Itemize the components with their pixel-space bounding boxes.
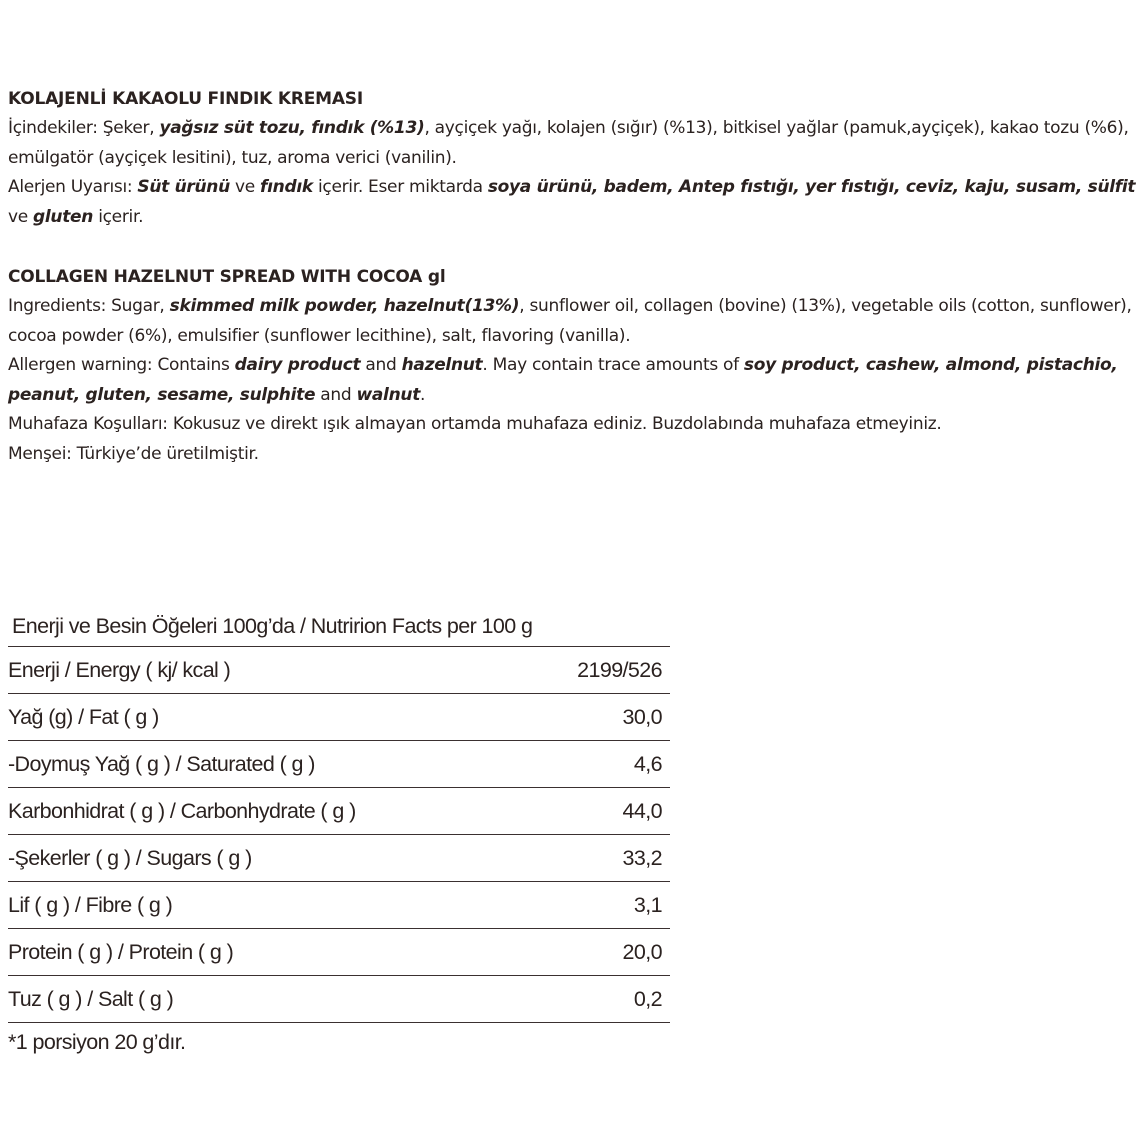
nutrient-label: Lif ( g ) / Fibre ( g ) bbox=[8, 892, 173, 917]
ingredients-text: , sunflower oil, collagen (bovine) (13%), vegetable oils (cotton, sunflower), cocoa powder (6%), emulsifier (sunflower lecithine), salt, flavoring (vanilla). bbox=[8, 296, 1132, 346]
allergen-text: . bbox=[420, 384, 426, 405]
storage-conditions: Muhafaza Koşulları: Kokusuz ve direkt ışık almayan ortamda muhafaza ediniz. Buzdolabında muhafaza etmeyiniz. bbox=[8, 414, 942, 434]
nutrition-row-fat bbox=[8, 694, 670, 741]
allergen-text: . May contain trace amounts of bbox=[482, 355, 744, 375]
ingredients-text: Şeker, bbox=[102, 118, 160, 138]
nutrition-row-salt bbox=[8, 976, 670, 1023]
product-title-en: COLLAGEN HAZELNUT SPREAD WITH COCOA gl bbox=[8, 267, 446, 287]
allergen-emphasis: walnut bbox=[356, 384, 421, 405]
nutrition-row-carbohydrate bbox=[8, 788, 670, 835]
nutrient-value: 2199/526 bbox=[577, 657, 662, 682]
allergen-warning-tr bbox=[8, 173, 1136, 232]
allergen-emphasis: soya ürünü, badem, Antep fıstığı, yer fıstığı, ceviz, kaju, susam, sülfit bbox=[487, 177, 1136, 197]
ingredients-label-tr: İçindekiler: bbox=[8, 118, 103, 138]
allergen-emphasis: gluten bbox=[33, 206, 94, 227]
ingredients-en bbox=[8, 292, 1136, 351]
nutrient-label: -Şekerler ( g ) / Sugars ( g ) bbox=[8, 845, 252, 870]
allergen-text: Contains bbox=[157, 355, 235, 375]
ingredients-emphasis: skimmed milk powder, hazelnut(13%) bbox=[169, 296, 520, 316]
nutrient-value: 20,0 bbox=[622, 939, 662, 964]
nutrient-value: 4,6 bbox=[633, 751, 662, 776]
allergen-text: ve bbox=[8, 206, 34, 227]
allergen-emphasis: dairy product bbox=[234, 355, 361, 375]
ingredients-text: Sugar, bbox=[111, 296, 170, 316]
ingredients-text: , ayçiçek yağı, kolajen (sığır) (%13), bitkisel yağlar (pamuk,ayçiçek), kakao tozu (%6), emülgatör (ayçiçek lesitini), tuz, aroma verici (vanilin). bbox=[8, 118, 1129, 168]
nutrition-row-protein bbox=[8, 929, 670, 976]
allergen-warning-en bbox=[8, 351, 1136, 410]
ingredients-emphasis: yağsız süt tozu, fındık (%13) bbox=[159, 118, 425, 138]
nutrition-row-saturated bbox=[8, 741, 670, 788]
allergen-text: ve bbox=[229, 177, 261, 197]
nutrient-label: Yağ (g) / Fat ( g ) bbox=[8, 704, 159, 729]
allergen-text: içerir. Eser miktarda bbox=[312, 177, 488, 197]
nutrient-value: 3,1 bbox=[633, 892, 662, 917]
allergen-emphasis: hazelnut bbox=[401, 355, 483, 375]
allergen-emphasis: soy product, cashew, almond, pistachio, peanut, gluten, sesame, sulphite bbox=[8, 355, 1118, 405]
ingredients-label-en: Ingredients: bbox=[8, 296, 112, 316]
ingredients-tr bbox=[8, 114, 1136, 173]
portion-footnote: *1 porsiyon 20 g’dır. bbox=[8, 1030, 186, 1054]
nutrient-value: 33,2 bbox=[622, 845, 662, 870]
nutrition-row-fibre bbox=[8, 882, 670, 929]
allergen-text: and bbox=[315, 384, 357, 405]
nutrient-value: 30,0 bbox=[622, 704, 662, 729]
product-title-tr: KOLAJENLİ KAKAOLU FINDIK KREMASI bbox=[8, 89, 363, 109]
nutrient-value: 44,0 bbox=[622, 798, 662, 823]
nutrient-label: Protein ( g ) / Protein ( g ) bbox=[8, 939, 234, 964]
nutrient-label: Karbonhidrat ( g ) / Carbonhydrate ( g ) bbox=[8, 798, 356, 823]
allergen-text: and bbox=[360, 355, 402, 375]
nutrient-label: -Doymuş Yağ ( g ) / Saturated ( g ) bbox=[8, 751, 315, 776]
nutrition-header: Enerji ve Besin Öğeleri 100g’da / Nutririon Facts per 100 g bbox=[8, 606, 670, 647]
turkish-label-section bbox=[8, 84, 1136, 232]
english-label-section bbox=[8, 262, 1136, 469]
origin: Menşei: Türkiye’de üretilmiştir. bbox=[8, 443, 259, 464]
allergen-label-tr: Alerjen Uyarısı: bbox=[8, 177, 138, 197]
allergen-emphasis: fındık bbox=[260, 177, 313, 197]
nutrient-value: 0,2 bbox=[633, 986, 662, 1011]
allergen-text: içerir. bbox=[93, 206, 144, 227]
nutrition-row-sugars bbox=[8, 835, 670, 882]
allergen-label-en: Allergen warning: bbox=[8, 355, 158, 375]
nutrition-facts-table bbox=[8, 606, 670, 1023]
nutrient-label: Tuz ( g ) / Salt ( g ) bbox=[8, 986, 174, 1011]
nutrition-row-energy bbox=[8, 647, 670, 694]
allergen-emphasis: Süt ürünü bbox=[137, 177, 230, 197]
nutrient-label: Enerji / Energy ( kj/ kcal ) bbox=[8, 657, 231, 682]
